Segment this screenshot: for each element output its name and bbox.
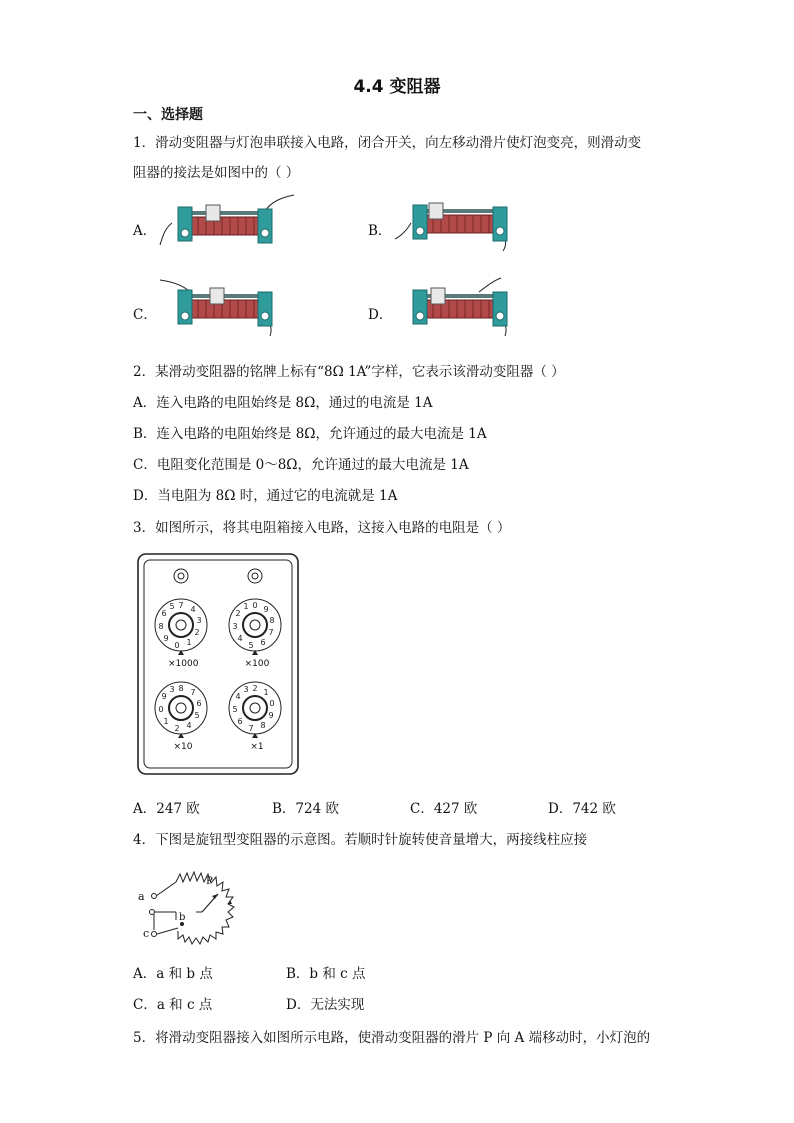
q2-option-d: D．当电阻为 8Ω 时，通过它的电流就是 1A	[133, 488, 398, 504]
q5-stem: 5．将滑动变阻器接入如图所示电路，使滑动变阻器的滑片 P 向 A 端移动时，小灯泡的	[133, 1030, 651, 1046]
svg-text:4: 4	[186, 721, 192, 730]
svg-text:8: 8	[260, 721, 266, 730]
svg-text:9: 9	[268, 711, 274, 720]
svg-text:4: 4	[237, 634, 243, 643]
svg-text:9: 9	[161, 692, 167, 701]
q2-stem: 2．某滑动变阻器的铭牌上标有“8Ω 1A”字样，它表示该滑动变阻器（ ）	[133, 364, 565, 380]
dial-label-10: ×10	[173, 742, 193, 752]
svg-text:4: 4	[235, 692, 241, 701]
q3-stem: 3．如图所示，将其电阻箱接入电路，这接入电路的电阻是（ ）	[133, 520, 511, 536]
svg-text:6: 6	[260, 638, 266, 647]
q3-option-d: D．742 欧	[548, 801, 616, 817]
svg-text:9: 9	[163, 634, 169, 643]
dial-label-1: ×1	[250, 742, 264, 752]
terminal-c-label: c	[143, 927, 150, 940]
q1-option-d-label: D．	[368, 307, 393, 323]
svg-text:2: 2	[174, 724, 180, 733]
svg-text:7: 7	[248, 724, 254, 733]
q1-stem-line1: 1．滑动变阻器与灯泡串联接入电路，闭合开关，向左移动滑片使灯泡变亮，则滑动变	[133, 135, 642, 151]
svg-text:5: 5	[169, 602, 175, 611]
svg-text:2: 2	[194, 628, 200, 637]
svg-text:4: 4	[190, 605, 196, 614]
q3-option-b: B．724 欧	[272, 801, 339, 817]
q2-option-b: B．连入电路的电阻始终是 8Ω，允许通过的最大电流是 1A	[133, 426, 487, 442]
terminal-b-label: b	[179, 912, 186, 923]
q1-option-c-label: C．	[133, 307, 157, 323]
dial-label-100: ×100	[244, 659, 270, 669]
q4-stem: 4．下图是旋钮型变阻器的示意图。若顺时针旋转使音量增大，两接线柱应接	[133, 832, 588, 848]
q1-stem-line2: 阻器的接法是如图中的（ ）	[133, 165, 300, 181]
svg-text:8: 8	[269, 616, 275, 625]
svg-text:6: 6	[196, 699, 202, 708]
q4-option-d: D．无法实现	[286, 997, 365, 1013]
q3-option-a: A．247 欧	[133, 801, 200, 817]
svg-text:2: 2	[235, 609, 241, 618]
svg-text:3: 3	[243, 685, 249, 694]
svg-text:7: 7	[190, 688, 196, 697]
rheostat-figure-a	[160, 195, 300, 255]
resistance-box-figure	[137, 553, 299, 775]
q1-option-a-label: A．	[133, 223, 157, 239]
svg-text:7: 7	[268, 628, 274, 637]
svg-text:5: 5	[232, 705, 238, 714]
section-heading: 一、选择题	[133, 107, 203, 123]
page-title: 4.4 变阻器	[353, 77, 441, 97]
svg-text:3: 3	[169, 685, 175, 694]
svg-text:3: 3	[196, 616, 202, 625]
rheostat-figure-c	[160, 278, 300, 338]
svg-text:1: 1	[163, 717, 169, 726]
q4-option-a: A．a 和 b 点	[133, 966, 213, 982]
svg-text:3: 3	[232, 622, 238, 631]
svg-text:1: 1	[243, 602, 249, 611]
svg-text:2: 2	[252, 684, 258, 693]
svg-text:0: 0	[252, 601, 258, 610]
slider-p-label: P	[206, 876, 213, 887]
q3-option-c: C．427 欧	[410, 801, 478, 817]
svg-text:1: 1	[263, 688, 269, 697]
svg-text:0: 0	[269, 699, 275, 708]
svg-text:8: 8	[178, 684, 184, 693]
svg-text:6: 6	[161, 609, 167, 618]
svg-text:5: 5	[248, 641, 254, 650]
svg-text:7: 7	[178, 601, 184, 610]
svg-text:1: 1	[186, 638, 192, 647]
svg-text:5: 5	[194, 711, 200, 720]
q2-option-a: A．连入电路的电阻始终是 8Ω，通过的电流是 1A	[133, 395, 433, 411]
dial-label-1000: ×1000	[168, 659, 199, 669]
svg-text:0: 0	[174, 641, 180, 650]
q2-option-c: C．电阻变化范围是 0～8Ω，允许通过的最大电流是 1A	[133, 457, 469, 473]
rotary-rheostat-diagram	[136, 862, 248, 948]
q4-option-c: C．a 和 c 点	[133, 997, 213, 1013]
rheostat-figure-b	[395, 193, 535, 253]
rheostat-figure-d	[395, 278, 535, 338]
q1-option-b-label: B．	[368, 223, 392, 239]
svg-text:8: 8	[158, 622, 164, 631]
q4-option-b: B．b 和 c 点	[286, 966, 366, 982]
svg-text:0: 0	[158, 705, 164, 714]
svg-text:9: 9	[263, 605, 269, 614]
terminal-a-label: a	[138, 890, 145, 903]
svg-text:6: 6	[237, 717, 243, 726]
